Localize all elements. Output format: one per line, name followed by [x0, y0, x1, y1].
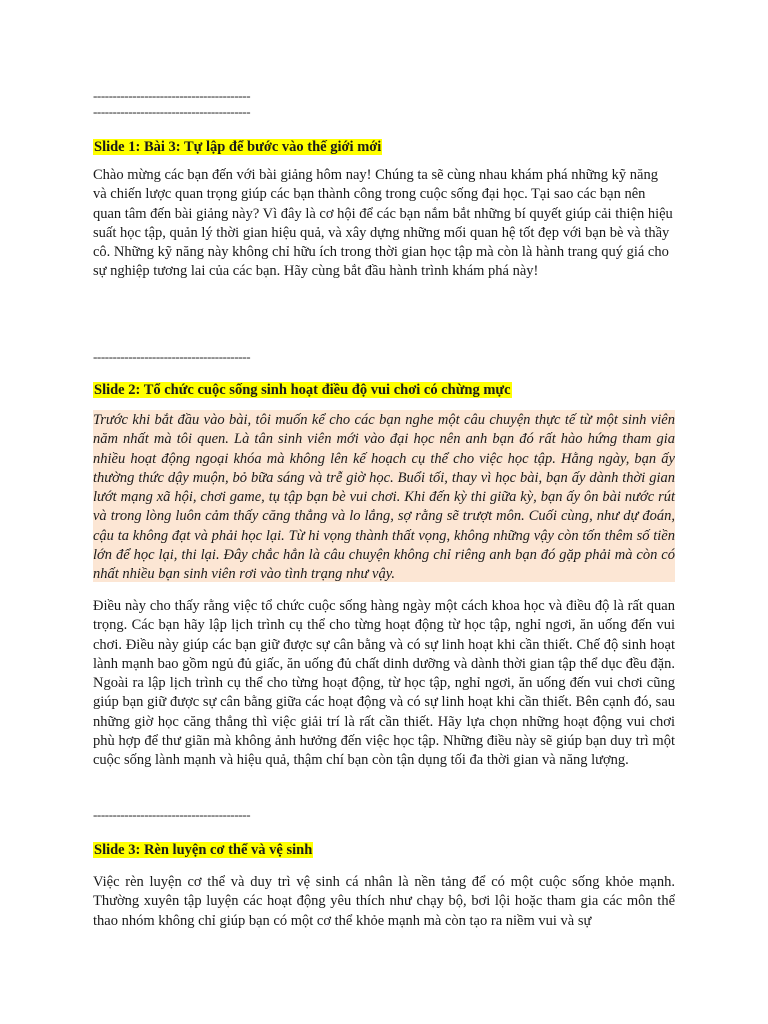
slide-1-heading: Slide 1: Bài 3: Tự lập để bước vào thế giới mới [94, 139, 382, 155]
divider-line: ---------------------------------------- [93, 104, 251, 119]
slide-3-paragraph: Việc rèn luyện cơ thể và duy trì vệ sinh cá nhân là nền tảng để có một cuộc sống khỏe mạnh. Thường xuyên tập luyện các hoạt động yêu thích như chạy bộ, bơi lội hoặc tham gia các môn thể thao nhóm không chỉ giúp bạn có một cơ thể khỏe mạnh mà còn tạo ra niềm vui và sự [93, 874, 675, 929]
slide-2-heading: Slide 2: Tổ chức cuộc sống sinh hoạt điều độ vui chơi có chừng mực [94, 382, 511, 398]
divider-line: ---------------------------------------- [93, 807, 251, 822]
slide-2-paragraph: Điều này cho thấy rằng việc tổ chức cuộc sống hàng ngày một cách khoa học và điều độ là rất quan trọng. Các bạn hãy lập lịch trình cụ thể cho từng hoạt động từ học tập, nghỉ ngơi, ăn uống đến vui chơi. Điều này giúp các bạn giữ được sự cân bằng và có sự linh hoạt khi cần thiết. Chế độ sinh hoạt lành mạnh bao gồm ngủ đủ giấc, ăn uống đủ chất dinh dưỡng và dành thời gian tập thể dục đều đặn. Ngoài ra lập lịch trình cụ thể cho từng hoạt động, từ học tập, nghỉ ngơi, ăn uống đến vui chơi cũng giúp bạn giữ được sự cân bằng giữa các hoạt động và có sự linh hoạt khi cần thiết. Bên cạnh đó, sau những giờ học căng thẳng thì việc giải trí là rất cần thiết. Hãy lựa chọn những hoạt động vui chơi phù hợp để thư giãn mà không ảnh hưởng đến việc học tập. Những điều này sẽ giúp bạn duy trì một cuộc sống lành mạnh và hiệu quả, thậm chí bạn còn tận dụng tối đa thời gian và năng lượng. [93, 598, 675, 769]
slide-2-story: Trước khi bắt đầu vào bài, tôi muốn kể cho các bạn nghe một câu chuyện thực tế từ một sinh viên năm nhất mà tôi quen. Là tân sinh viên mới vào đại học nên anh bạn đó rất hào hứng tham gia nhiều hoạt động ngoại khóa mà không lên kế hoạch cụ thể cho việc học tập. Hằng ngày, bạn ấy thường thức dậy muộn, bỏ bữa sáng và trễ giờ học. Buổi tối, thay vì học bài, bạn ấy dành thời gian lướt mạng xã hội, chơi game, tụ tập bạn bè vui chơi. Khi đến kỳ thi giữa kỳ, bạn ấy ôn bài nước rút và trong lòng luôn cảm thấy căng thẳng và lo lắng, sợ rằng sẽ trượt môn. Cuối cùng, như dự đoán, cậu ta không đạt và phải học lại. Từ hi vọng thành thất vọng, không những vậy còn tốn thêm số tiền lớn để học lại, thi lại. Đây chắc hẳn là câu chuyện không chỉ riêng anh bạn đó gặp phải mà còn có nhất nhiều bạn sinh viên rơi vào tình trạng như vậy. [93, 412, 675, 583]
slide-1-paragraph: Chào mừng các bạn đến với bài giảng hôm nay! Chúng ta sẽ cùng nhau khám phá những kỹ năng và chiến lược quan trọng giúp các bạn thành công trong cuộc sống đại học. Tại sao các bạn nên quan tâm đến bài giảng này? Vì đây là cơ hội để các bạn nắm bắt những bí quyết giúp cải thiện hiệu suất học tập, quản lý thời gian hiệu quả, và xây dựng những mối quan hệ tốt đẹp với bạn bè và thầy cô. Những kỹ năng này không chỉ hữu ích trong thời gian học tập mà còn là hành trang quý giá cho sự nghiệp tương lai của các bạn. Hãy cùng bắt đầu hành trình khám phá này! [93, 167, 673, 280]
slide-3-heading: Slide 3: Rèn luyện cơ thể và vệ sinh [94, 842, 313, 858]
divider-line: ---------------------------------------- [93, 88, 251, 103]
divider-line: ---------------------------------------- [93, 349, 251, 364]
